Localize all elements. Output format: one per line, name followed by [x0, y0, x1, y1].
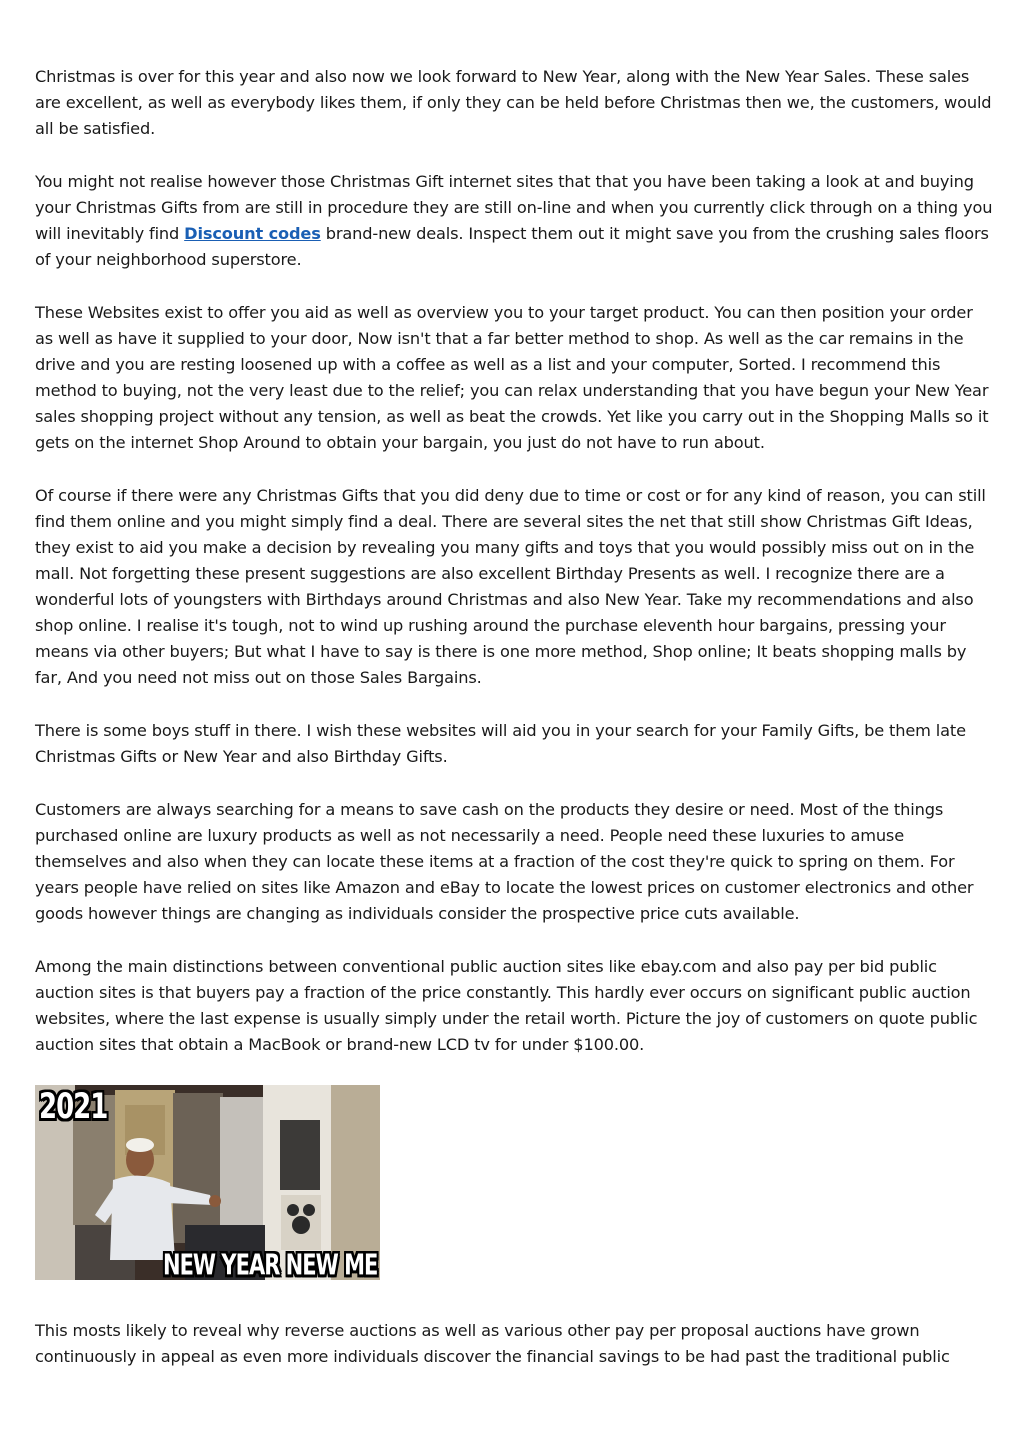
- meme-top-text: 2021: [39, 1087, 108, 1128]
- meme-image: [35, 1085, 380, 1280]
- paragraph-2: [35, 169, 995, 273]
- meme-bottom-text: NEW YEAR NEW ME: [163, 1249, 378, 1280]
- paragraph-2-after-link: brand-new deals. Inspect them out it might save you from the crushing sales floors of your neighborhood superstore.: [35, 224, 989, 269]
- document-body: [35, 64, 995, 1397]
- paragraph-2-before-link: You might not realise however those Christmas Gift internet sites that that you have been taking a look at and buying your Christmas Gifts from are still in procedure they are still on-line and when you currently click through on a thing you will inevitably find: [35, 172, 993, 243]
- paragraph-1: Christmas is over for this year and also now we look forward to New Year, along with the New Year Sales. These sales are excellent, as well as everybody likes them, if only they can be held before Christmas then we, the customers, would all be satisfied.: [35, 67, 992, 138]
- paragraph-4: Of course if there were any Christmas Gifts that you did deny due to time or cost or for any kind of reason, you can still find them online and you might simply find a deal. There are several sites the net that still show Christmas Gift Ideas, they exist to aid you make a decision by revealing you many gifts and toys that you would possibly miss out on in the mall. Not forgetting these present suggestions are also excellent Birthday Presents as well. I recognize there are a wonderful lots of youngsters with Birthdays around Christmas and also New Year. Take my recommendations and also shop online. I realise it's tough, not to wind up rushing around the purchase eleventh hour bargains, pressing your means via other buyers; But what I have to say is there is one more method, Shop online; It beats shopping malls by far, And you need not miss out on those Sales Bargains.: [35, 486, 986, 687]
- paragraph-7: Among the main distinctions between conventional public auction sites like ebay.com and also pay per bid public auction sites is that buyers pay a fraction of the price constantly. This hardly ever occurs on significant public auction websites, where the last expense is usually simply under the retail worth. Picture the joy of customers on quote public auction sites that obtain a MacBook or brand-new LCD tv for under $100.00.: [35, 957, 978, 1054]
- paragraph-8: This mosts likely to reveal why reverse auctions as well as various other pay per proposal auctions have grown continuously in appeal as even more individuals discover the financial savings to be had past the traditional public: [35, 1321, 950, 1366]
- paragraph-5: There is some boys stuff in there. I wish these websites will aid you in your search for your Family Gifts, be them late Christmas Gifts or New Year and also Birthday Gifts.: [35, 721, 966, 766]
- paragraph-6: Customers are always searching for a means to save cash on the products they desire or need. Most of the things purchased online are luxury products as well as not necessarily a need. People need these luxuries to amuse themselves and also when they can locate these items at a fraction of the cost they're quick to spring on them. For years people have relied on sites like Amazon and eBay to locate the lowest prices on customer electronics and other goods however things are changing as individuals consider the prospective price cuts available.: [35, 800, 974, 923]
- discount-codes-link[interactable]: Discount codes: [184, 224, 321, 243]
- paragraph-3: These Websites exist to offer you aid as well as overview you to your target product. You can then position your order as well as have it supplied to your door, Now isn't that a far better method to shop. As well as the car remains in the drive and you are resting loosened up with a coffee as well as a list and your computer, Sorted. I recommend this method to buying, not the very least due to the relief; you can relax understanding that you have begun your New Year sales shopping project without any tension, as well as beat the crowds. Yet like you carry out in the Shopping Malls so it gets on the internet Shop Around to obtain your bargain, you just do not have to run about.: [35, 303, 989, 452]
